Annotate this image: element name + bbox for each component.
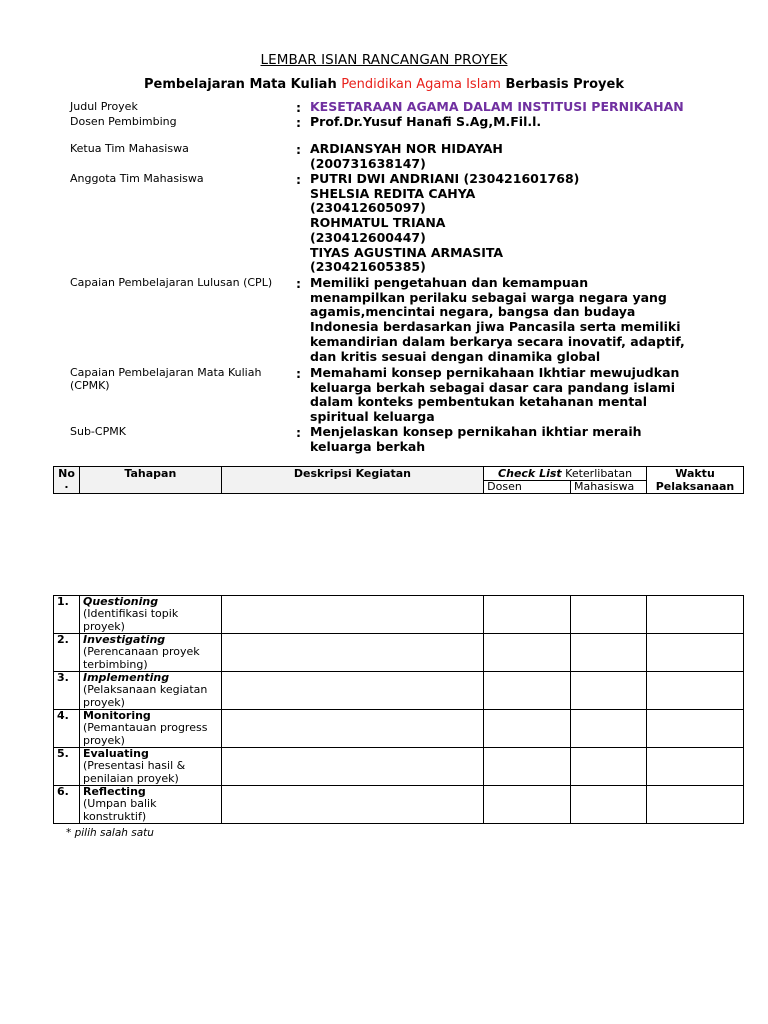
deskripsi-cell[interactable] <box>221 786 484 824</box>
step-number: 4. <box>54 710 80 748</box>
field-label: Dosen Pembimbing <box>70 115 177 128</box>
deskripsi-cell[interactable] <box>221 710 484 748</box>
mahasiswa-cell[interactable] <box>571 596 647 634</box>
dosen-cell[interactable] <box>484 634 571 672</box>
step-name: Monitoring <box>82 709 151 722</box>
field-value <box>310 425 710 454</box>
header-checklist <box>484 467 647 481</box>
value-line: SHELSIA REDITA CAHYA <box>310 185 476 201</box>
value-line: ROHMATUL TRIANA <box>310 215 446 231</box>
step-name: Reflecting <box>82 785 146 798</box>
mahasiswa-cell[interactable] <box>571 748 647 786</box>
mahasiswa-cell[interactable] <box>571 786 647 824</box>
header-no <box>54 467 80 494</box>
field-label: Anggota Tim Mahasiswa <box>70 172 204 185</box>
value-line: dan kritis sesuai dengan dinamika global <box>310 348 601 364</box>
step-number: 1. <box>54 596 80 634</box>
step-name: Questioning <box>82 595 159 608</box>
deskripsi-cell[interactable] <box>221 596 484 634</box>
value-line: dalam konteks pembentukan ketahanan mental <box>310 394 648 410</box>
value-line: (230412605097) <box>310 200 426 216</box>
deskripsi-cell[interactable] <box>221 672 484 710</box>
value-line: kemandirian dalam berkarya secara inovatif, adaptif, <box>310 333 685 349</box>
value-line: agamis,mencintai negara, bangsa dan budaya <box>310 304 636 320</box>
mahasiswa-cell[interactable] <box>571 672 647 710</box>
field-colon: : <box>296 366 301 381</box>
step-desc-line: (Pemantauan progress <box>82 721 208 735</box>
stages-header-table <box>53 466 744 494</box>
header-waktu-top: Waktu <box>675 467 715 480</box>
field-value <box>310 142 710 171</box>
dosen-cell[interactable] <box>484 748 571 786</box>
field-value <box>310 366 710 425</box>
step-number: 6. <box>54 786 80 824</box>
step-stage <box>79 672 221 710</box>
header-waktu-bottom: Pelaksanaan <box>655 480 735 493</box>
step-desc-line: (Perencanaan proyek <box>82 645 200 659</box>
subtitle-prefix: Pembelajaran Mata Kuliah <box>144 77 342 92</box>
step-number: 2. <box>54 634 80 672</box>
field-colon: : <box>296 172 301 187</box>
value-line: Indonesia berdasarkan jiwa Pancasila serta memiliki <box>310 319 681 335</box>
field-label: Sub-CPMK <box>70 425 126 438</box>
value-line: Memahami konsep pernikahaan Ikhtiar mewujudkan <box>310 365 680 380</box>
value-line: PUTRI DWI ANDRIANI (230421601768) <box>310 171 580 186</box>
waktu-cell[interactable] <box>647 710 744 748</box>
value-line: Memiliki pengetahuan dan kemampuan <box>310 275 589 290</box>
step-desc-line: penilaian proyek) <box>82 771 179 785</box>
value-line: (230412600447) <box>310 229 426 245</box>
step-desc-line: proyek) <box>82 619 125 633</box>
step-name: Evaluating <box>82 747 149 760</box>
dosen-cell[interactable] <box>484 596 571 634</box>
mahasiswa-cell[interactable] <box>571 634 647 672</box>
value-line: keluarga berkah sebagai dasar cara pandang islami <box>310 379 676 395</box>
table-row <box>54 634 744 672</box>
waktu-cell[interactable] <box>647 634 744 672</box>
dosen-cell[interactable] <box>484 710 571 748</box>
step-desc-line: (Presentasi hasil & <box>82 759 186 773</box>
field-value: KESETARAAN AGAMA DALAM INSTITUSI PERNIKAHAN <box>310 99 684 114</box>
waktu-cell[interactable] <box>647 748 744 786</box>
header-tahapan: Tahapan <box>79 467 221 494</box>
waktu-cell[interactable] <box>647 672 744 710</box>
value-line: keluarga berkah <box>310 438 426 454</box>
step-stage <box>79 786 221 824</box>
header-checklist-rest: Keterlibatan <box>561 467 633 480</box>
step-desc-line: proyek) <box>82 733 125 747</box>
header-checklist-italic: Check List <box>498 467 562 480</box>
stages-body <box>54 596 744 824</box>
step-desc-line: konstruktif) <box>82 809 147 823</box>
waktu-cell[interactable] <box>647 786 744 824</box>
table-row <box>54 748 744 786</box>
header-dosen: Dosen <box>484 481 571 494</box>
value-line: (200731638147) <box>310 155 426 171</box>
document-subtitle <box>0 77 768 92</box>
field-label <box>70 366 280 392</box>
value-line: (230421605385) <box>310 259 426 275</box>
stages-table <box>53 595 744 824</box>
field-label: Judul Proyek <box>70 100 138 113</box>
value-line: Menjelaskan konsep pernikahan ikhtiar meraih <box>310 424 642 439</box>
deskripsi-cell[interactable] <box>221 748 484 786</box>
step-stage <box>79 634 221 672</box>
field-colon: : <box>296 276 301 291</box>
dosen-cell[interactable] <box>484 786 571 824</box>
value-line: ARDIANSYAH NOR HIDAYAH <box>310 141 503 156</box>
field-label: Capaian Pembelajaran Lulusan (CPL) <box>70 276 273 289</box>
field-colon: : <box>296 100 301 115</box>
field-colon: : <box>296 115 301 130</box>
step-stage <box>79 710 221 748</box>
field-colon: : <box>296 425 301 440</box>
step-number: 5. <box>54 748 80 786</box>
header-mahasiswa: Mahasiswa <box>571 481 647 494</box>
header-no-top: No <box>58 467 75 480</box>
table-row <box>54 596 744 634</box>
header-waktu <box>646 467 743 494</box>
table-row <box>54 786 744 824</box>
step-desc-line: terbimbing) <box>82 657 148 671</box>
value-line: spiritual keluarga <box>310 409 435 425</box>
field-value <box>310 172 710 275</box>
table-row <box>54 710 744 748</box>
header-deskripsi: Deskripsi Kegiatan <box>221 467 483 494</box>
value-line: menampilkan perilaku sebagai warga negara yang <box>310 289 667 305</box>
subtitle-suffix: Berbasis Proyek <box>500 77 624 92</box>
value-line: TIYAS AGUSTINA ARMASITA <box>310 244 504 260</box>
step-name: Implementing <box>82 671 170 684</box>
footnote: * pilih salah satu <box>66 827 154 839</box>
step-desc-line: (Umpan balik <box>82 797 157 811</box>
step-desc-line: (Identifikasi topik <box>82 607 179 621</box>
field-value <box>310 276 710 364</box>
table-row <box>54 672 744 710</box>
step-number: 3. <box>54 672 80 710</box>
field-label: Ketua Tim Mahasiswa <box>70 142 189 155</box>
step-name: Investigating <box>82 633 166 646</box>
label-line: (CPMK) <box>70 379 110 392</box>
header-no-bottom: . <box>64 478 69 491</box>
waktu-cell[interactable] <box>647 596 744 634</box>
subtitle-highlight: Pendidikan Agama Islam <box>341 77 501 92</box>
step-desc-line: (Pelaksanaan kegiatan <box>82 683 208 697</box>
document-title: LEMBAR ISIAN RANCANGAN PROYEK <box>260 52 508 68</box>
mahasiswa-cell[interactable] <box>571 710 647 748</box>
dosen-cell[interactable] <box>484 672 571 710</box>
step-desc-line: proyek) <box>82 695 125 709</box>
step-stage <box>79 596 221 634</box>
field-colon: : <box>296 142 301 157</box>
step-stage <box>79 748 221 786</box>
deskripsi-cell[interactable] <box>221 634 484 672</box>
field-value: Prof.Dr.Yusuf Hanafi S.Ag,M.Fil.l. <box>310 114 542 129</box>
label-line: Capaian Pembelajaran Mata Kuliah <box>70 366 262 379</box>
